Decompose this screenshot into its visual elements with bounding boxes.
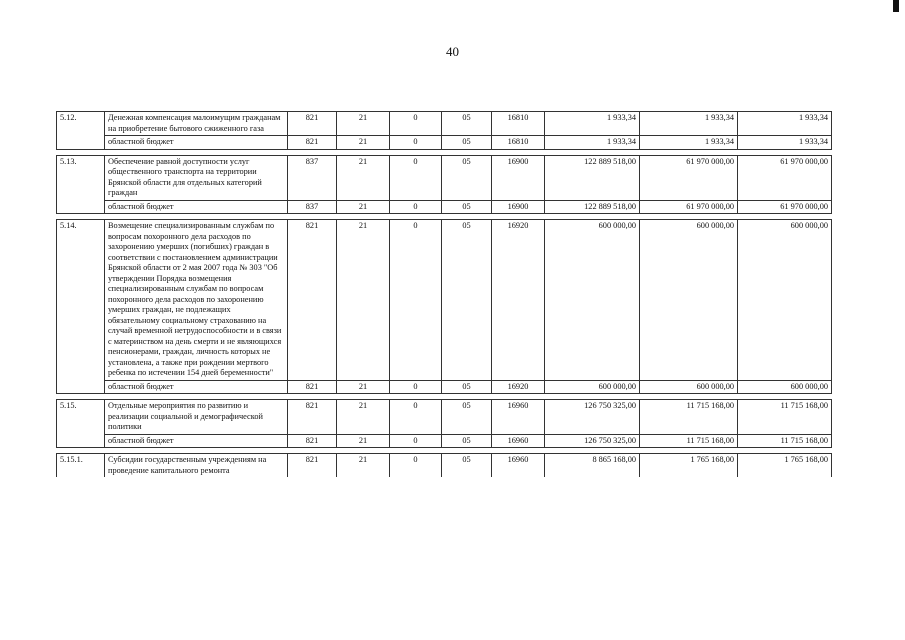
budget-code: 05 — [442, 155, 492, 200]
amount: 600 000,00 — [640, 380, 738, 394]
funding-source: областной бюджет — [105, 380, 288, 394]
amount: 11 715 168,00 — [640, 434, 738, 448]
budget-code: 0 — [390, 155, 442, 200]
budget-code: 21 — [337, 220, 390, 381]
item-description: Возмещение специализированным службам по вопросам похоронного дела расходов по захоронению умерших (погибших) граждан в соответствии с постановлением администрации Брянской области от 2 мая 2007 года № 303 "Об утверждении Порядка возмещения специализированным службам по вопросам похоронного дела расходов по захоронению умерших граждан, не подлежащих обязательному социальному страхованию на случай временной нетрудоспособности и в связи с материнством на день смерти и не являющихся пенсионерами, граждан, личность которых не установлена, а также при рождении мертвого ребенка по истечении 154 дней беременности" — [105, 220, 288, 381]
amount: 61 970 000,00 — [738, 155, 832, 200]
budget-code: 0 — [390, 136, 442, 150]
budget-code: 21 — [337, 155, 390, 200]
budget-code: 0 — [390, 380, 442, 394]
amount: 126 750 325,00 — [545, 400, 640, 435]
table-subrow — [57, 380, 832, 394]
item-number: 5.13. — [57, 155, 105, 214]
amount: 1 933,34 — [545, 112, 640, 136]
budget-code: 16920 — [492, 220, 545, 381]
budget-code: 837 — [288, 200, 337, 214]
amount: 600 000,00 — [545, 380, 640, 394]
budget-code: 16960 — [492, 454, 545, 478]
item-description: Денежная компенсация малоимущим гражданам на приобретение бытового сжиженного газа — [105, 112, 288, 136]
funding-source: областной бюджет — [105, 200, 288, 214]
amount: 61 970 000,00 — [640, 155, 738, 200]
budget-code: 821 — [288, 220, 337, 381]
budget-code: 21 — [337, 400, 390, 435]
budget-table — [56, 111, 832, 477]
budget-code: 821 — [288, 380, 337, 394]
budget-code: 837 — [288, 155, 337, 200]
budget-code: 05 — [442, 112, 492, 136]
table-body — [57, 112, 832, 478]
budget-code: 0 — [390, 112, 442, 136]
amount: 600 000,00 — [545, 220, 640, 381]
budget-code: 21 — [337, 200, 390, 214]
amount: 1 765 168,00 — [738, 454, 832, 478]
item-number: 5.15. — [57, 400, 105, 448]
table-row — [57, 155, 832, 200]
page-number: 40 — [446, 44, 459, 59]
amount: 1 933,34 — [545, 136, 640, 150]
amount: 61 970 000,00 — [738, 200, 832, 214]
budget-code: 21 — [337, 136, 390, 150]
funding-source: областной бюджет — [105, 434, 288, 448]
budget-code: 0 — [390, 434, 442, 448]
budget-code: 821 — [288, 112, 337, 136]
amount: 1 765 168,00 — [640, 454, 738, 478]
funding-source: областной бюджет — [105, 136, 288, 150]
budget-code: 16960 — [492, 400, 545, 435]
amount: 8 865 168,00 — [545, 454, 640, 478]
budget-code: 21 — [337, 434, 390, 448]
table-subrow — [57, 136, 832, 150]
amount: 11 715 168,00 — [738, 400, 832, 435]
amount: 122 889 518,00 — [545, 155, 640, 200]
budget-code: 05 — [442, 136, 492, 150]
scan-edge-mark — [893, 0, 899, 12]
item-number: 5.12. — [57, 112, 105, 150]
amount: 600 000,00 — [738, 380, 832, 394]
budget-code: 821 — [288, 136, 337, 150]
item-description: Обеспечение равной доступности услуг общественного транспорта на территории Брянской области для отдельных категорий граждан — [105, 155, 288, 200]
amount: 1 933,34 — [738, 136, 832, 150]
budget-code: 0 — [390, 200, 442, 214]
amount: 11 715 168,00 — [738, 434, 832, 448]
budget-code: 05 — [442, 454, 492, 478]
budget-code: 21 — [337, 380, 390, 394]
amount: 1 933,34 — [640, 136, 738, 150]
budget-code: 16810 — [492, 136, 545, 150]
item-number: 5.14. — [57, 220, 105, 394]
amount: 126 750 325,00 — [545, 434, 640, 448]
table-row — [57, 112, 832, 136]
item-number: 5.15.1. — [57, 454, 105, 478]
budget-code: 821 — [288, 454, 337, 478]
budget-code: 821 — [288, 434, 337, 448]
amount: 600 000,00 — [738, 220, 832, 381]
budget-code: 0 — [390, 454, 442, 478]
item-description: Субсидии государственным учреждениям на проведение капитального ремонта — [105, 454, 288, 478]
amount: 122 889 518,00 — [545, 200, 640, 214]
budget-code: 16900 — [492, 200, 545, 214]
budget-code: 05 — [442, 220, 492, 381]
amount: 600 000,00 — [640, 220, 738, 381]
amount: 1 933,34 — [738, 112, 832, 136]
table-row — [57, 454, 832, 478]
budget-code: 21 — [337, 112, 390, 136]
amount: 1 933,34 — [640, 112, 738, 136]
budget-code: 05 — [442, 380, 492, 394]
budget-code: 16900 — [492, 155, 545, 200]
table-subrow — [57, 200, 832, 214]
table-row — [57, 220, 832, 381]
budget-code: 21 — [337, 454, 390, 478]
budget-code: 16810 — [492, 112, 545, 136]
item-description: Отдельные мероприятия по развитию и реализации социальной и демографической политики — [105, 400, 288, 435]
table-row — [57, 400, 832, 435]
budget-code: 05 — [442, 200, 492, 214]
budget-code: 16960 — [492, 434, 545, 448]
table-subrow — [57, 434, 832, 448]
budget-code: 0 — [390, 220, 442, 381]
amount: 11 715 168,00 — [640, 400, 738, 435]
budget-code: 0 — [390, 400, 442, 435]
budget-code: 05 — [442, 400, 492, 435]
amount: 61 970 000,00 — [640, 200, 738, 214]
budget-code: 16920 — [492, 380, 545, 394]
budget-code: 05 — [442, 434, 492, 448]
budget-code: 821 — [288, 400, 337, 435]
